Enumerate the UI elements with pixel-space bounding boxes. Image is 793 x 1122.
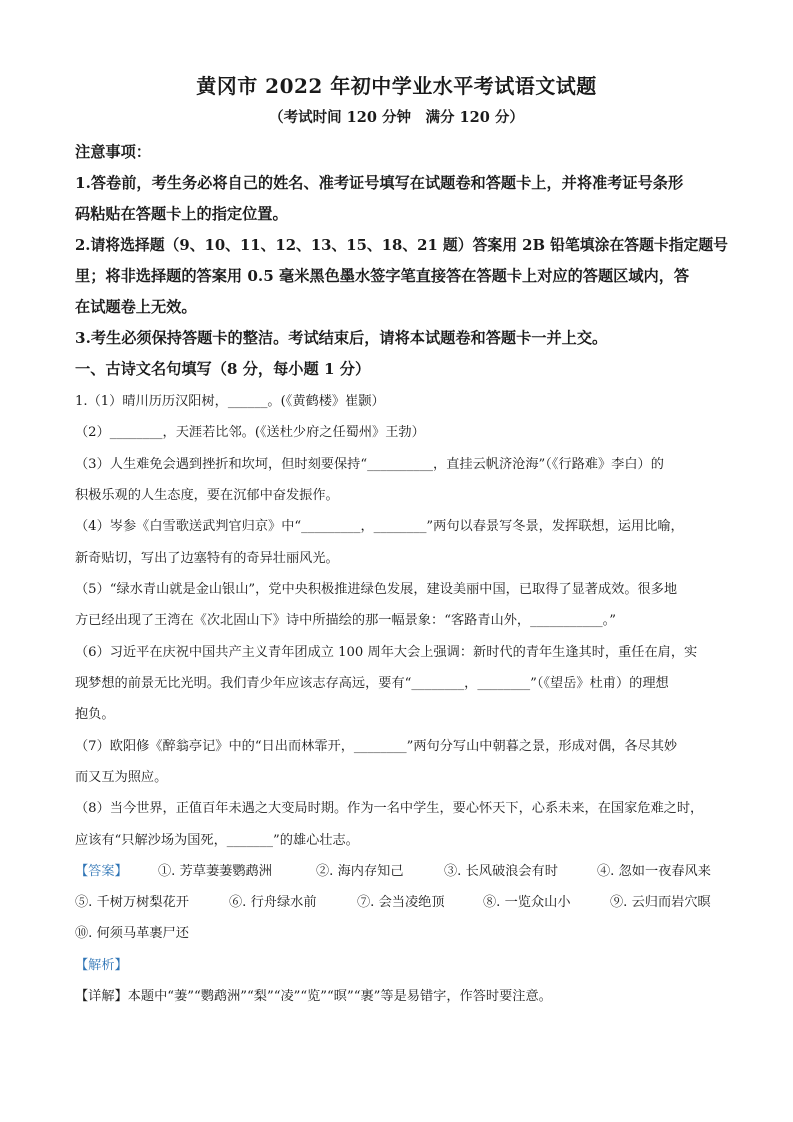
notice-line: 码粘贴在答题卡上的指定位置。: [75, 205, 288, 223]
notice-line: 1.答卷前，考生务必将自己的姓名、准考证号填写在试题卷和答题卡上，并将准考证号条形: [75, 174, 684, 192]
notice-line: 2.请将选择题（9、10、11、12、13、15、18、21 题）答案用 2B 铅笔填涂在答题卡指定题号: [75, 236, 728, 254]
notice-line: 在试题卷上无效。: [75, 298, 197, 316]
notice-heading: 注意事项：: [75, 143, 151, 161]
answer-item: ④. 忽如一夜春风来: [597, 864, 711, 879]
question-line: 1.（1）晴川历历汉阳树，______。(《黄鹤楼》崔颢）: [75, 394, 385, 409]
answer-item: ⑤. 千树万树梨花开: [75, 895, 189, 910]
question-line: （7）欧阳修《醉翁亭记》中的“日出而林霏开，________”两句分写山中朝暮之景，形成对偶，各尽其妙: [75, 739, 678, 754]
question-line: 现梦想的前景无比光明。我们青少年应该志存高远，要有“________，________”（《望岳》杜甫）的理想: [75, 676, 669, 691]
analysis-detail: 【详解】本题中“萋”“鹦鹉洲”“梨”“凌”“览”“暝”“裹”等是易错字，作答时要注意。: [75, 989, 552, 1004]
notice-line: 里；将非选择题的答案用 0.5 毫米黑色墨水签字笔直接答在答题卡上对应的答题区域内，答: [75, 267, 690, 285]
section-heading: 一、古诗文名句填写（8 分，每小题 1 分）: [75, 360, 371, 378]
page-title: 黄冈市 2022 年初中学业水平考试语文试题: [196, 74, 597, 98]
question-line: 新奇贴切，写出了边塞特有的奇异壮丽风光。: [75, 551, 339, 566]
answer-item: ⑨. 云归而岩穴暝: [610, 895, 711, 910]
analysis-label: 【解析】: [75, 958, 128, 973]
question-line: 应该有“只解沙场为国死，_______”的雄心壮志。: [75, 833, 359, 848]
question-line: （4）岑参《白雪歌送武判官归京》中“_________，________”两句以春景写冬景，发挥联想，运用比喻，: [75, 519, 684, 534]
question-line: （6）习近平在庆祝中国共产主义青年团成立 100 周年大会上强调：新时代的青年生逢其时，重任在肩，实: [75, 645, 698, 660]
question-line: 而又互为照应。: [75, 770, 168, 785]
answer-item: ⑦. 会当凌绝顶: [357, 895, 445, 910]
answer-item: ⑧. 一览众山小: [483, 895, 571, 910]
question-line: （2）________，天涯若比邻。(《送杜少府之任蜀州》王勃）: [75, 425, 425, 440]
question-line: （8）当今世界，正值百年未遇之大变局时期。作为一名中学生，要心怀天下，心系未来，在国家危难之时，: [75, 801, 704, 816]
question-line: （5）“绿水青山就是金山银山”，党中央积极推进绿色发展，建设美丽中国，已取得了显著成效。很多地: [75, 582, 678, 597]
answer-item: ②. 海内存知己: [316, 864, 404, 879]
notice-line: 3.考生必须保持答题卡的整洁。考试结束后，请将本试题卷和答题卡一并上交。: [75, 329, 608, 347]
answer-item: ⑩. 何须马革裹尸还: [75, 926, 189, 941]
question-line: 积极乐观的人生态度，要在沉郁中奋发振作。: [75, 488, 339, 503]
answer-item: ⑥. 行舟绿水前: [229, 895, 317, 910]
answer-item: ①. 芳草萋萋鹦鹉洲: [158, 864, 272, 879]
page-subtitle: （考试时间 120 分钟 满分 120 分）: [269, 109, 524, 126]
question-line: （3）人生难免会遇到挫折和坎坷，但时刻要保持“__________，直挂云帆济沧海”（《行路难》李白）的: [75, 457, 664, 472]
answer-item: ③. 长风破浪会有时: [444, 864, 558, 879]
question-line: 方已经出现了王湾在《次北固山下》诗中所描绘的那一幅景象：“客路青山外，___________。”: [75, 613, 616, 628]
answer-label: 【答案】: [75, 864, 128, 879]
question-line: 抱负。: [75, 707, 115, 722]
